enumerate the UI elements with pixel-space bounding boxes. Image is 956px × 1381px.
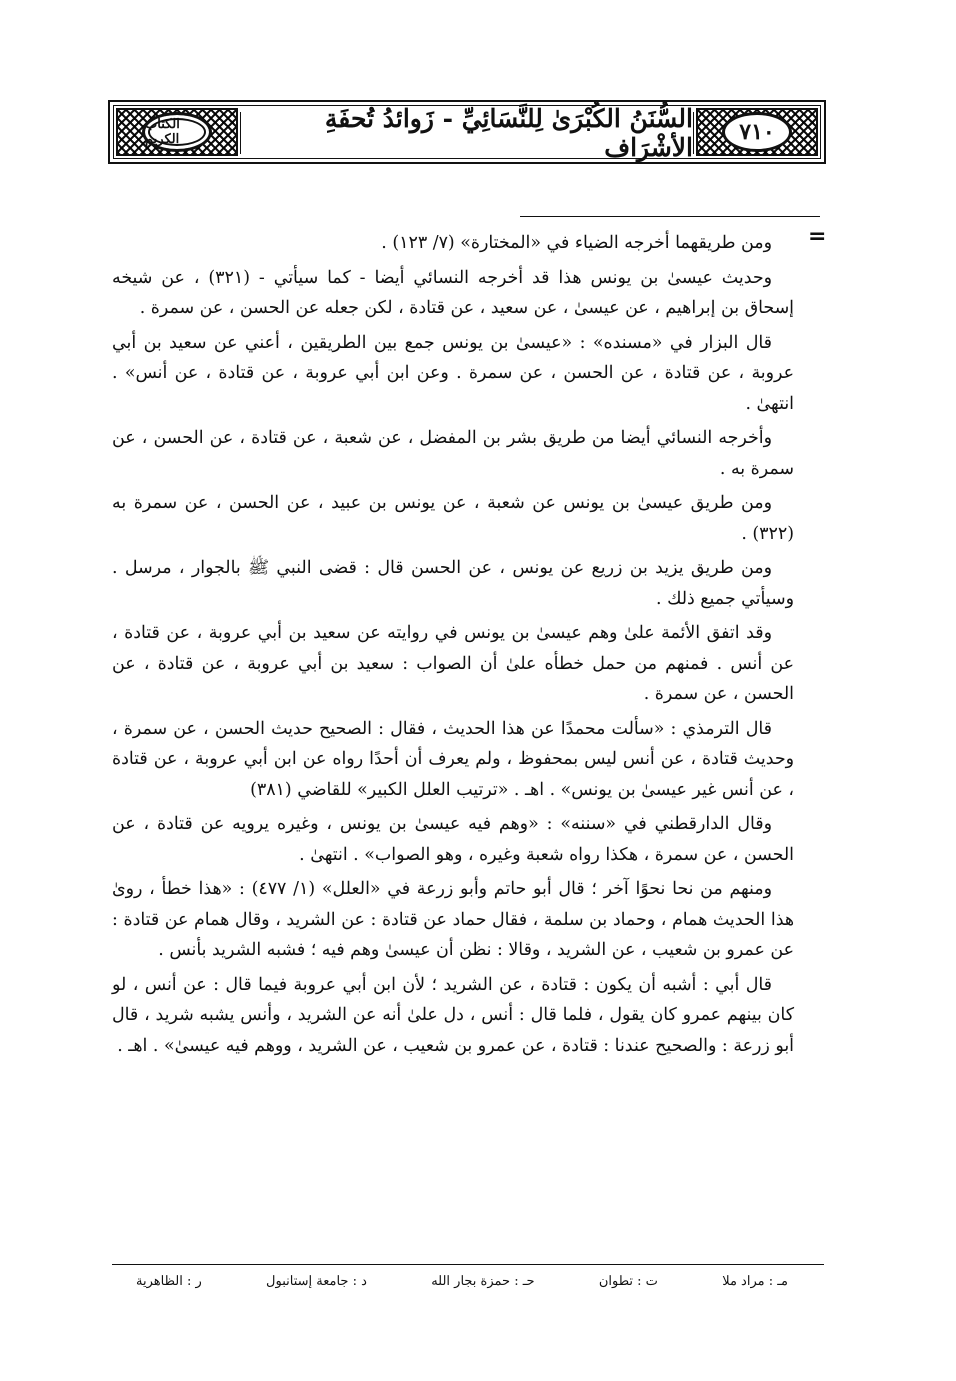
header-ornament-right xyxy=(696,108,818,156)
legend-item: حـ : حمزة بجار الله xyxy=(431,1274,535,1289)
paragraph: ومن طريق يزيد بن زريع عن يونس ، عن الحسن قال : قضى النبي ﷺ بالجوار ، مرسل . وسيأتي جميع ذلك . xyxy=(112,558,794,609)
continuation-mark: = xyxy=(808,224,827,249)
publisher-seal-icon: الكتاب الكريم xyxy=(142,112,212,152)
footnote-divider xyxy=(520,216,820,217)
paragraph: ومن طريق عيسىٰ بن يونس عن شعبة ، عن يونس بن عبيد ، عن الحسن ، عن سمرة به (٣٢٢) . xyxy=(112,493,794,544)
manuscript-legend xyxy=(112,1270,824,1294)
paragraph: وقد اتفق الأئمة علىٰ وهم عيسىٰ بن يونس في روايته عن سعيد بن أبي عروبة ، عن قتادة ، عن أنس . فمنهم من حمل خطأه علىٰ أن الصواب : سعيد بن أبي عروبة ، عن قتادة ، عن الحسن ، عن سمرة . xyxy=(112,623,794,704)
header-ornament-left xyxy=(116,108,238,156)
page-body xyxy=(112,228,794,1065)
paragraph: ومنهم من نحا نحوًا آخر ؛ قال أبو حاتم وأبو زرعة في «العلل» (١/ ٤٧٧) : «هذا خطأ ، رویٰ هذا الحديث همام ، وحماد بن سلمة ، فقال حماد عن قتادة : عن الشريد ، وقال همام عن قتادة : عن عمرو بن شعيب ، عن الشريد ، وقالا : نظن أن عيسىٰ وهم فيه ؛ فشبه الشريد بأنس . xyxy=(112,879,794,960)
page-number: ٧١٠ xyxy=(722,112,792,152)
paragraph: قال البزار في «مسنده» : «عيسىٰ بن يونس جمع بين الطريقين ، أعني عن سعيد بن أبي عروبة ، عن قتادة ، عن الحسن ، عن سمرة . وعن ابن أبي عروبة ، عن قتادة ، عن أنس» . انتهىٰ . xyxy=(112,332,794,414)
legend-item: ر : الظاهرية xyxy=(136,1274,202,1289)
legend-divider xyxy=(112,1264,824,1265)
paragraph: ومن طريقهما أخرجه الضياء في «المختارة» (٧/ ١٢٣) . xyxy=(381,233,772,253)
book-title: السُّنَنُ الكُبْرَىٰ لِلنَّسَائِيِّ - زَوائدُ تُحفَةِ الأشْرَاف xyxy=(240,112,694,154)
legend-item: د : جامعة إستانبول xyxy=(266,1274,367,1289)
paragraph: قال أبي : أشبه أن يكون : قتادة ، عن الشريد ؛ لأن ابن أبي عروبة فيما قال : عن أنس ، لو كان بينهم عمرو كان يقول ، فلما قال : أنس ، دل علىٰ أنه عن الشريد ، وأنس يشبه شريد ، قال أبو زرعة : والصحيح عندنا : قتادة ، عن عمرو بن شعيب ، عن الشريد ، ووهم فيه عيسىٰ» . اهـ . xyxy=(112,974,794,1056)
legend-item: ت : تطوان xyxy=(598,1274,658,1289)
legend-item: مـ : مراد ملا xyxy=(722,1274,788,1289)
page-header xyxy=(108,100,826,164)
paragraph: وأخرجه النسائي أيضا من طريق بشر بن المفضل ، عن شعبة ، عن قتادة ، عن الحسن ، عن سمرة به . xyxy=(112,428,794,479)
paragraph: وقال الدارقطني في «سننه» : «وهم فيه عيسىٰ بن يونس ، وغيره يرويه عن قتادة ، عن الحسن ، عن سمرة ، هكذا رواه شعبة وغيره ، وهو الصواب» . انتهىٰ . xyxy=(112,814,794,865)
paragraph: قال الترمذي : «سألت محمدًا عن هذا الحديث ، فقال : الصحيح حديث الحسن ، عن سمرة ، وحديث قتادة ، عن أنس ليس بمحفوظ ، ولم يعرف أن أحدًا رواه عن ابن أبي عروبة ، عن قتادة ، عن أنس غير عيسىٰ بن يونس» . اهـ . «ترتيب العلل الكبير» للقاضي (٣٨١) xyxy=(112,718,794,800)
paragraph: وحديث عيسىٰ بن يونس هذا قد أخرجه النسائي أيضا - كما سيأتي - (٣٢١) ، عن شيخه إسحاق بن إبراهيم ، عن عيسىٰ ، عن سعيد ، عن قتادة ، لكن جعله عن الحسن ، عن سمرة . xyxy=(112,267,794,318)
